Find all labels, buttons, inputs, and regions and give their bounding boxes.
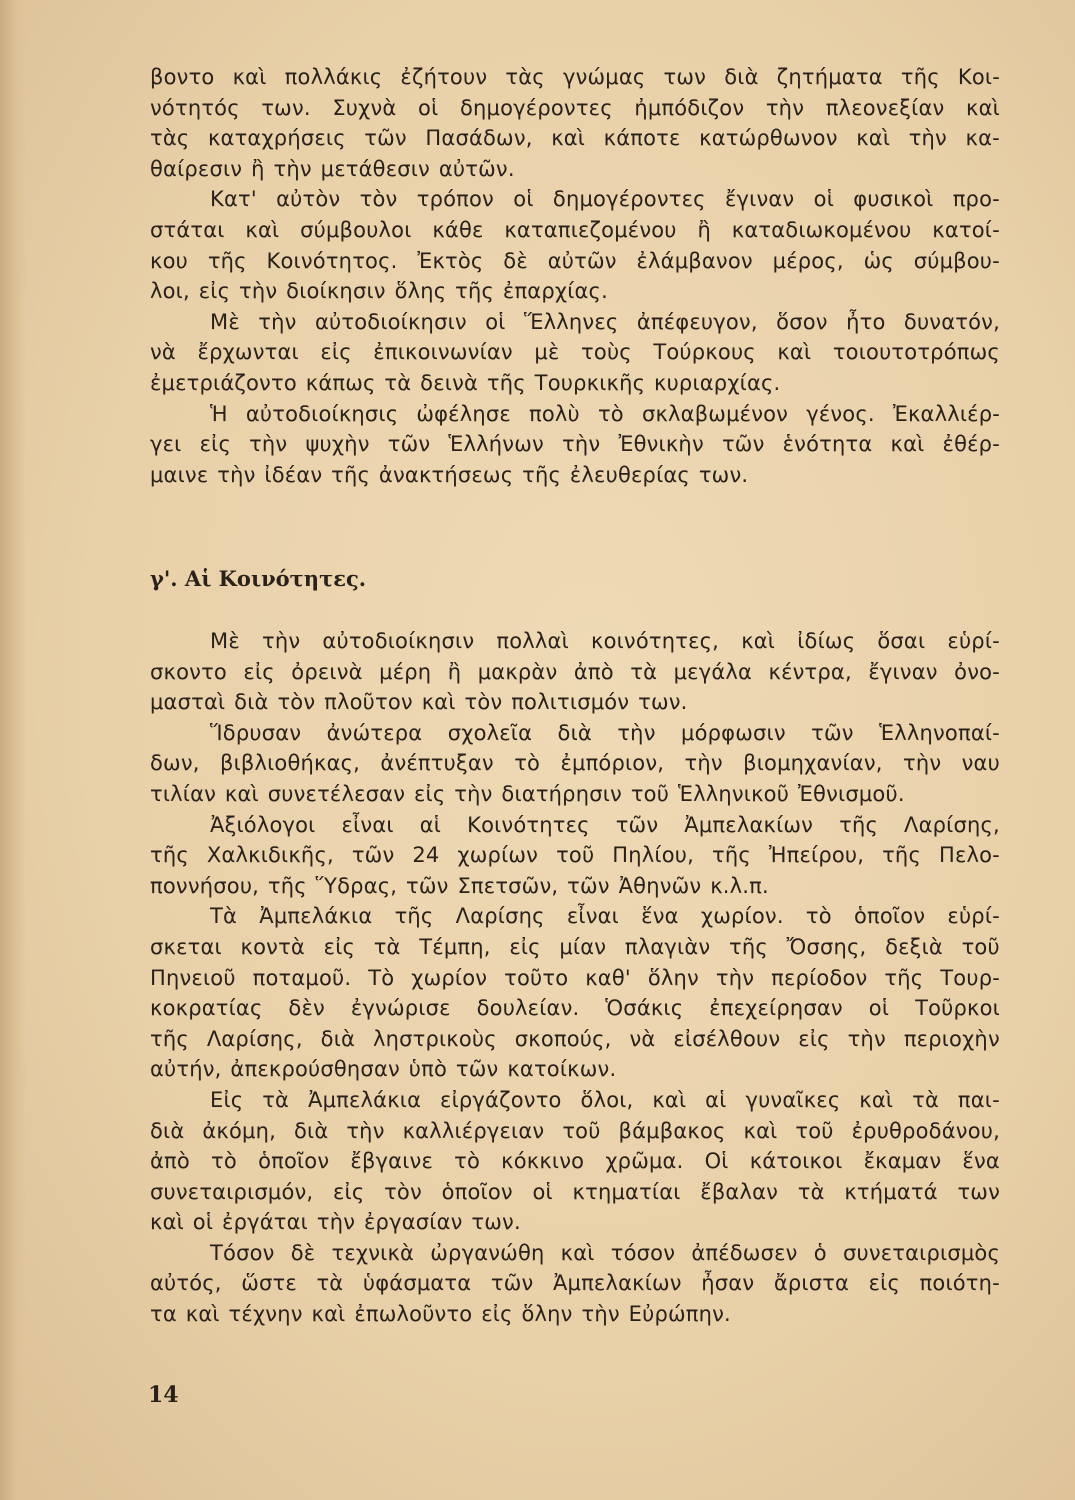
- text-line: γει εἰς τὴν ψυχὴν τῶν Ἑλλήνων τὴν Ἐθνικὴν τῶν ἑνότητα καὶ ἐθέρ-: [150, 432, 1000, 457]
- text-line: ποννήσου, τῆς Ὕδρας, τῶν Σπετσῶν, τῶν Ἀθηνῶν κ.λ.π.: [150, 873, 769, 898]
- text-line: τὰς καταχρήσεις τῶν Πασάδων, καὶ κάποτε κατώρθωνον καὶ τὴν κα-: [150, 126, 1000, 151]
- text-line: αὐτός, ὥστε τὰ ὑφάσματα τῶν Ἀμπελακίων ἦσαν ἄριστα εἰς ποιότη-: [150, 1271, 1000, 1296]
- text-line: τιλίαν καὶ συνετέλεσαν εἰς τὴν διατήρησιν τοῦ Ἑλληνικοῦ Ἐθνισμοῦ.: [150, 781, 905, 806]
- section-heading: γ'. Αἱ Κοινότητες.: [150, 566, 367, 591]
- text-line: κοκρατίας δὲν ἐγνώρισε δουλείαν. Ὁσάκις ἐπεχείρησαν οἱ Τοῦρκοι: [150, 996, 1000, 1021]
- text-line: ἀπὸ τὸ ὁποῖον ἔβγαινε τὸ κόκκινο χρῶμα. Οἱ κάτοικοι ἔκαμαν ἕνα: [150, 1149, 1000, 1174]
- text-line: στάται καὶ σύμβουλοι κάθε καταπιεζομένου ἢ καταδιωκομένου κατοί-: [150, 217, 1000, 242]
- text-block-top: [150, 62, 1000, 490]
- page-number: 14: [148, 1382, 179, 1408]
- text-line: Εἰς τὰ Ἀμπελάκια εἰργάζοντο ὅλοι, καὶ αἱ γυναῖκες καὶ τὰ παι-: [210, 1087, 1000, 1112]
- page-edge-shadow: [0, 0, 26, 1500]
- text-line: τῆς Χαλκιδικῆς, τῶν 24 χωρίων τοῦ Πηλίου, τῆς Ἠπείρου, τῆς Πελο-: [150, 843, 1000, 868]
- text-line: Μὲ τὴν αὐτοδιοίκησιν οἱ Ἕλληνες ἀπέφευγον, ὅσον ἦτο δυνατόν,: [210, 309, 1000, 334]
- text-line: τα καὶ τέχνην καὶ ἐπωλοῦντο εἰς ὅλην τὴν Εὐρώπην.: [150, 1302, 731, 1327]
- text-line: καὶ οἱ ἐργάται τὴν ἐργασίαν των.: [150, 1210, 521, 1235]
- text-line: βοντο καὶ πολλάκις ἐζήτουν τὰς γνώμας των διὰ ζητήματα τῆς Κοι-: [150, 65, 1000, 89]
- text-line: τῆς Λαρίσης, διὰ ληστρικοὺς σκοπούς, νὰ εἰσέλθουν εἰς τὴν περιοχὴν: [150, 1026, 1000, 1051]
- text-line: νότητός των. Συχνὰ οἱ δημογέροντες ἠμπόδιζον τὴν πλεονεξίαν καὶ: [150, 95, 1000, 120]
- text-line: Ἡ αὐτοδιοίκησις ὠφέλησε πολὺ τὸ σκλαβωμένον γένος. Ἐκαλλιέρ-: [210, 401, 1000, 426]
- text-line: Τὰ Ἀμπελάκια τῆς Λαρίσης εἶναι ἕνα χωρίον. τὸ ὁποῖον εὑρί-: [210, 904, 1000, 929]
- text-line: Ἀξιόλογοι εἶναι αἱ Κοινότητες τῶν Ἀμπελακίων τῆς Λαρίσης,: [210, 812, 1000, 837]
- text-line: κου τῆς Κοινότητος. Ἐκτὸς δὲ αὐτῶν ἐλάμβανον μέρος, ὡς σύμβου-: [150, 248, 1000, 273]
- text-line: Μὲ τὴν αὐτοδιοίκησιν πολλαὶ κοινότητες, καὶ ἰδίως ὅσαι εὑρί-: [210, 629, 1000, 653]
- text-block-communities: [150, 626, 1000, 1330]
- text-line: μαινε τὴν ἰδέαν τῆς ἀνακτήσεως τῆς ἐλευθερίας των.: [150, 462, 749, 487]
- text-line: δων, βιβλιοθήκας, ἀνέπτυξαν τὸ ἐμπόριον, τὴν βιομηχανίαν, τὴν ναυ: [150, 751, 1000, 776]
- text-line: συνεταιρισμόν, εἰς τὸν ὁποῖον οἱ κτηματίαι ἔβαλαν τὰ κτήματά των: [150, 1179, 1000, 1204]
- text-line: Πηνειοῦ ποταμοῦ. Τὸ χωρίον τοῦτο καθ' ὅλην τὴν περίοδον τῆς Τουρ-: [150, 965, 1000, 990]
- text-line: Κατ' αὐτὸν τὸν τρόπον οἱ δημογέροντες ἔγιναν οἱ φυσικοὶ προ-: [210, 187, 1000, 212]
- text-line: λοι, εἰς τὴν διοίκησιν ὅλης τῆς ἐπαρχίας.: [150, 279, 608, 304]
- text-line: σκοντο εἰς ὀρεινὰ μέρη ἢ μακρὰν ἀπὸ τὰ μεγάλα κέντρα, ἔγιναν ὀνο-: [150, 659, 1000, 684]
- text-line: θαίρεσιν ἢ τὴν μετάθεσιν αὐτῶν.: [150, 156, 515, 181]
- text-line: Τόσον δὲ τεχνικὰ ὠργανώθη καὶ τόσον ἀπέδωσεν ὁ συνεταιρισμὸς: [210, 1240, 1000, 1265]
- text-line: μασταὶ διὰ τὸν πλοῦτον καὶ τὸν πολιτισμόν των.: [150, 690, 688, 715]
- text-line: Ἵδρυσαν ἀνώτερα σχολεῖα διὰ τὴν μόρφωσιν τῶν Ἑλληνοπαί-: [210, 720, 1000, 745]
- text-line: σκεται κοντὰ εἰς τὰ Τέμπη, εἰς μίαν πλαγιὰν τῆς Ὄσσης, δεξιὰ τοῦ: [150, 934, 1000, 959]
- text-line: νὰ ἔρχωνται εἰς ἐπικοινωνίαν μὲ τοὺς Τούρκους καὶ τοιουτοτρόπως: [150, 340, 1000, 365]
- text-line: διὰ ἀκόμη, διὰ τὴν καλλιέργειαν τοῦ βάμβακος καὶ τοῦ ἐρυθροδάνου,: [150, 1118, 1000, 1143]
- text-line: ἐμετριάζοντο κάπως τὰ δεινὰ τῆς Τουρκικῆς κυριαρχίας.: [150, 370, 781, 395]
- text-line: αὐτήν, ἀπεκρούσθησαν ὑπὸ τῶν κατοίκων.: [150, 1057, 617, 1082]
